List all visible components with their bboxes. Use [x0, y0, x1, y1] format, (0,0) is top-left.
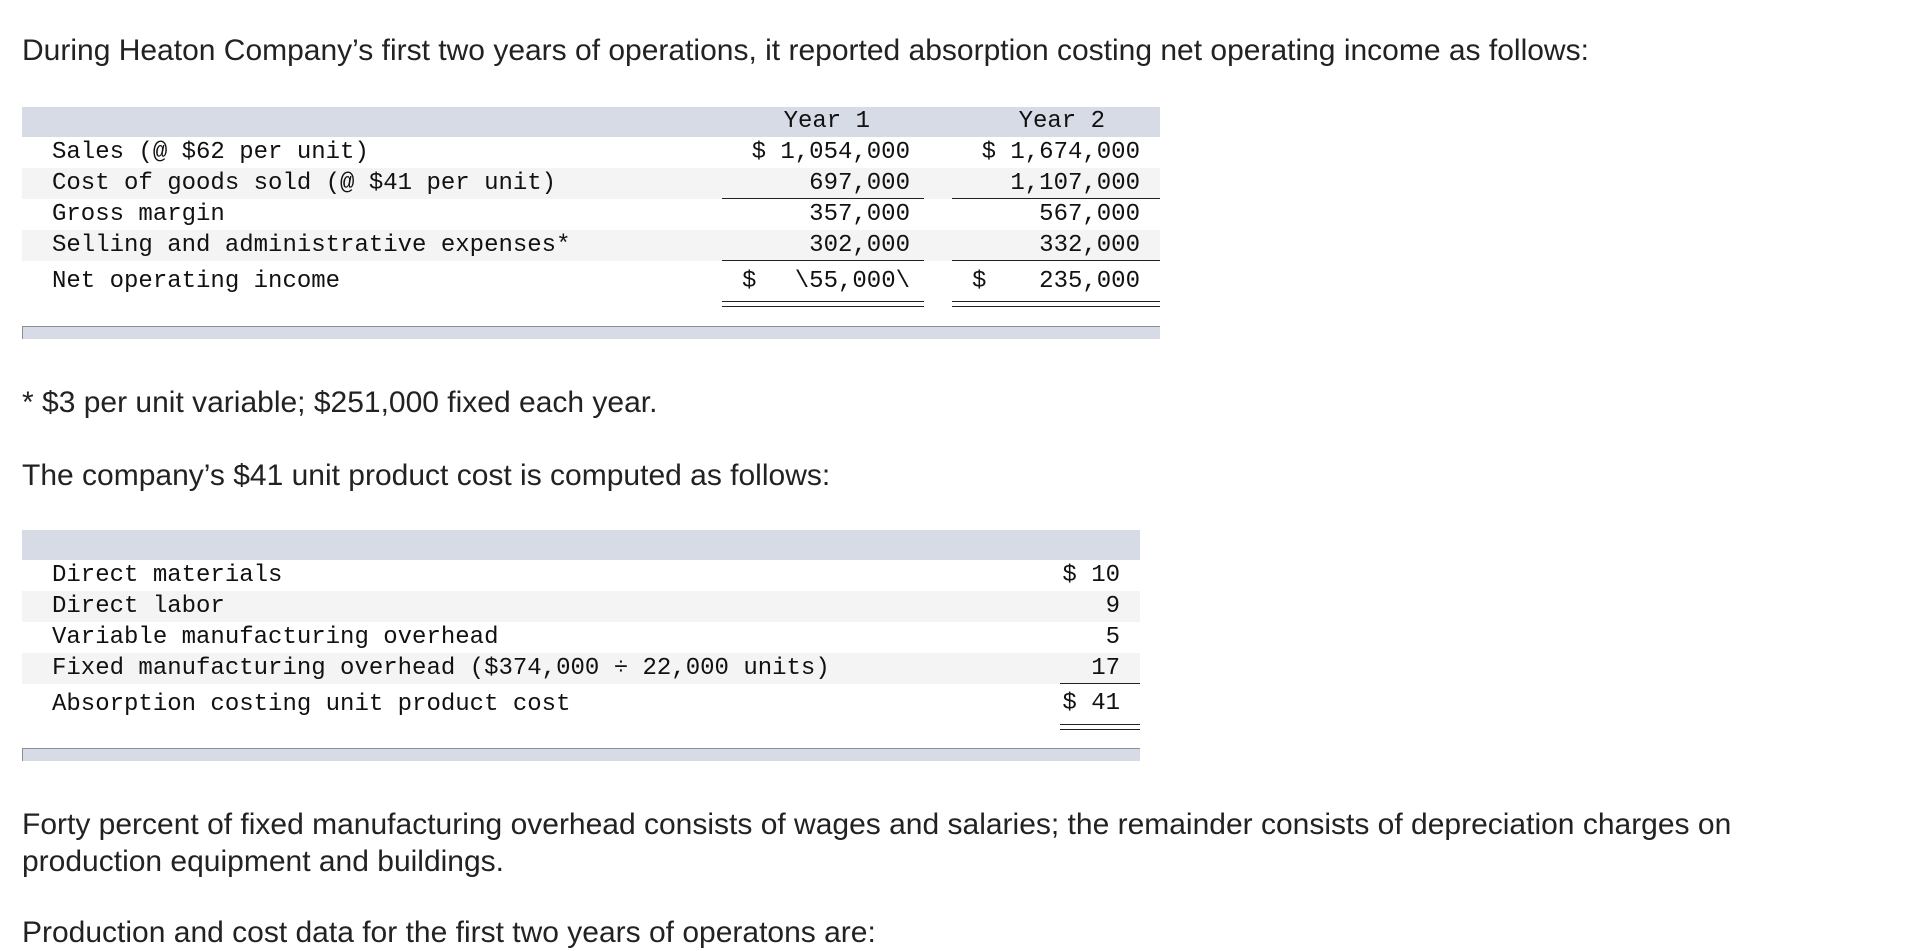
row-label: Fixed manufacturing overhead ($374,000 ÷ 22,000 units)	[52, 655, 830, 682]
table-row	[22, 622, 1140, 653]
row-label: Variable manufacturing overhead	[52, 624, 499, 651]
overhead-note-line1: Forty percent of fixed manufacturing overhead consists of wages and salaries; the remainder consists of depreciation charges on	[22, 808, 1732, 841]
income-statement-table	[22, 107, 1160, 301]
year1-value: \55,000\	[794, 268, 910, 295]
cost-value: $ 10	[1062, 562, 1120, 589]
unit-cost-table	[22, 530, 1140, 724]
table-row	[22, 199, 1160, 230]
cost-value: 5	[1105, 624, 1120, 651]
table-row	[22, 137, 1160, 168]
row-label: Sales (@ $62 per unit)	[52, 139, 369, 166]
row-label: Direct materials	[52, 562, 283, 589]
overhead-note-line2: production equipment and buildings.	[22, 845, 505, 878]
unit-cost-intro: The company’s $41 unit product cost is computed as follows:	[22, 459, 831, 492]
cost-value: 17	[1091, 655, 1120, 682]
production-intro: Production and cost data for the first two years of operatons are:	[22, 916, 876, 949]
intro-text: During Heaton Company’s first two years of operations, it reported absorption costing net operating income as follows:	[22, 34, 1589, 67]
cost-value: 9	[1105, 593, 1120, 620]
row-label: Absorption costing unit product cost	[52, 691, 571, 718]
row-label: Direct labor	[52, 593, 225, 620]
total-double-underline	[952, 301, 1160, 307]
year1-header: Year 1	[783, 108, 870, 135]
year2-value: 235,000	[1039, 268, 1140, 295]
year2-value: 332,000	[1039, 232, 1140, 259]
year1-value: $ 1,054,000	[751, 139, 910, 166]
table-footer	[22, 748, 1140, 761]
row-label: Cost of goods sold (@ $41 per unit)	[52, 170, 557, 197]
year2-value: $ 1,674,000	[981, 139, 1140, 166]
row-label: Net operating income	[52, 268, 341, 295]
year2-value: 1,107,000	[1010, 170, 1140, 197]
year1-value: 697,000	[809, 170, 910, 197]
row-label: Gross margin	[52, 201, 225, 228]
table-row	[22, 261, 1160, 301]
table-row	[22, 591, 1140, 622]
year1-value: 357,000	[809, 201, 910, 228]
table-row	[22, 684, 1140, 724]
total-double-underline	[722, 301, 924, 307]
year2-dollar-sign: $	[972, 268, 987, 295]
cost-value: $ 41	[1062, 690, 1120, 717]
table-row	[22, 653, 1140, 684]
table-footer	[22, 326, 1160, 339]
table-row	[22, 230, 1160, 261]
row-label: Selling and administrative expenses*	[52, 232, 571, 259]
table-header	[22, 530, 1140, 560]
year1-dollar-sign: $	[742, 268, 757, 295]
total-double-underline	[1060, 724, 1140, 730]
table-row	[22, 168, 1160, 199]
table-header	[22, 107, 1160, 137]
year2-header: Year 2	[1018, 108, 1105, 135]
year2-value: 567,000	[1039, 201, 1140, 228]
year1-value: 302,000	[809, 232, 910, 259]
footnote-text: * $3 per unit variable; $251,000 fixed each year.	[22, 386, 658, 419]
table-row	[22, 560, 1140, 591]
